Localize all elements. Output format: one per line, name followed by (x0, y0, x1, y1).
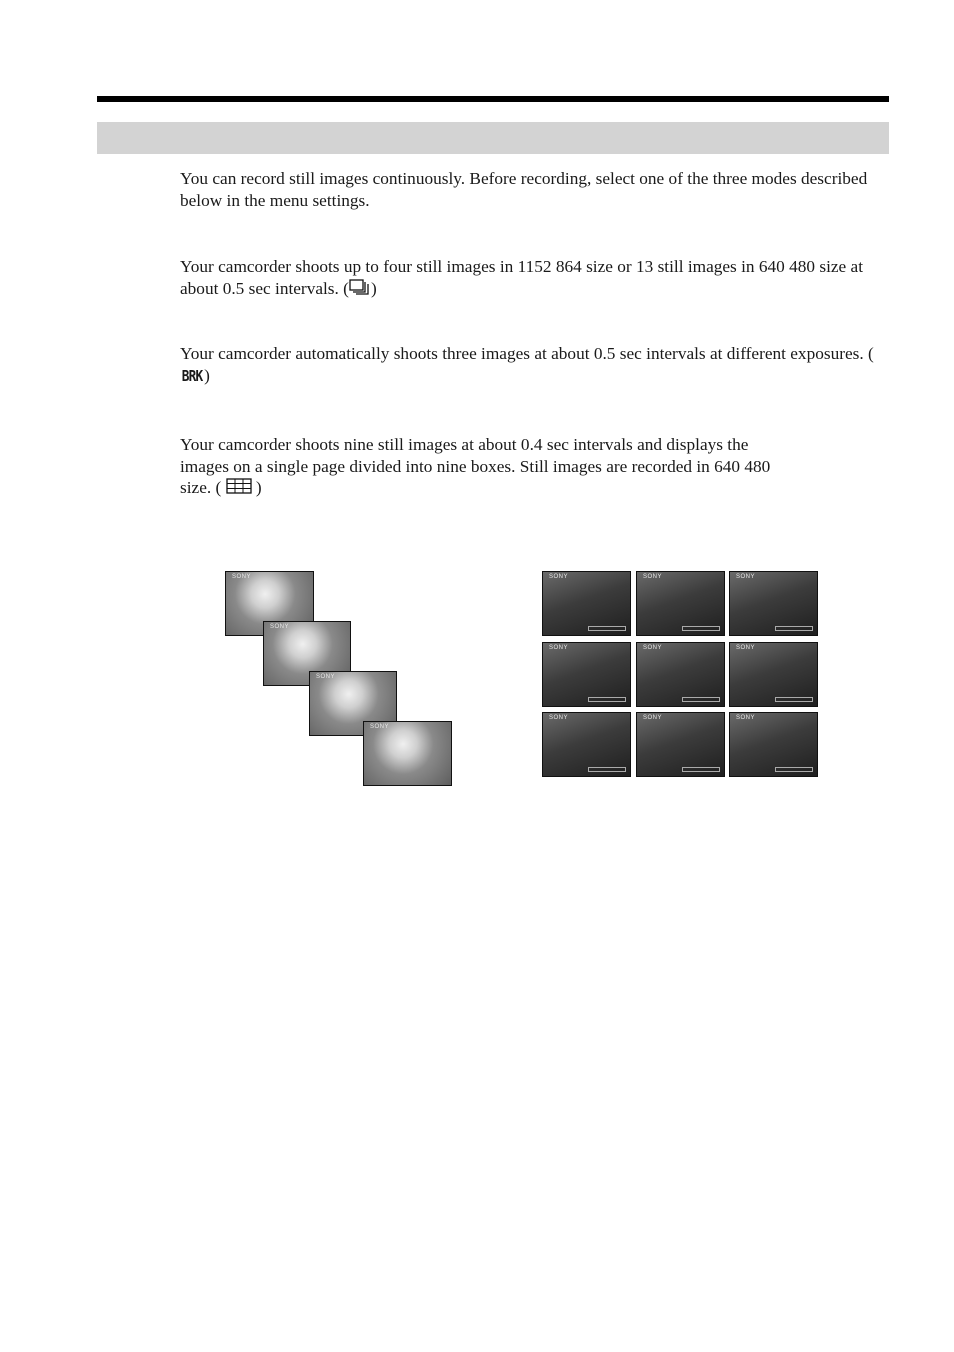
brk-icon: BRK (181, 366, 203, 385)
date-stamp (588, 697, 626, 702)
burst-photo-4 (363, 721, 452, 786)
brand-mark: SONY (643, 574, 663, 580)
multi-photo-7 (542, 712, 631, 777)
multi-screen-icon (226, 478, 252, 500)
date-stamp (682, 626, 720, 631)
brand-mark: SONY (270, 624, 290, 630)
brand-mark: SONY (643, 715, 663, 721)
brand-mark: SONY (736, 645, 756, 651)
date-stamp (588, 626, 626, 631)
multi-photo-9 (729, 712, 818, 777)
multi-photo-3 (729, 571, 818, 636)
brand-mark: SONY (643, 645, 663, 651)
brand-mark: SONY (549, 574, 569, 580)
brand-mark: SONY (316, 674, 336, 680)
burst-icon (349, 279, 371, 301)
multi-text-start: size. ( (180, 478, 222, 497)
date-stamp (775, 697, 813, 702)
multi-screen-paragraph (180, 434, 890, 500)
date-stamp (682, 767, 720, 772)
bracket-paragraph (180, 343, 890, 387)
brand-mark: SONY (232, 574, 252, 580)
brand-mark: SONY (736, 715, 756, 721)
multi-photo-2 (636, 571, 725, 636)
date-stamp (588, 767, 626, 772)
multi-text-end: ) (255, 478, 262, 497)
brand-mark: SONY (370, 724, 390, 730)
top-rule (97, 96, 889, 102)
multi-photo-1 (542, 571, 631, 636)
multi-photo-8 (636, 712, 725, 777)
brand-mark: SONY (549, 645, 569, 651)
multi-line-3 (180, 477, 890, 500)
multi-photo-6 (729, 642, 818, 707)
date-stamp (775, 626, 813, 631)
intro-paragraph: You can record still images continuously. Before recording, select one of the three modes described below in the menu settings. (180, 169, 868, 210)
date-stamp (775, 767, 813, 772)
bracket-text: Your camcorder automatically shoots three images at about 0.5 sec intervals at different exposures. ( (180, 344, 874, 363)
multi-line-2: images on a single page divided into nine boxes. Still images are recorded in 640 480 (180, 456, 771, 476)
section-header-band (97, 122, 889, 154)
date-stamp (682, 697, 720, 702)
multi-photo-4 (542, 642, 631, 707)
burst-paragraph (180, 256, 890, 300)
multi-line-1: Your camcorder shoots nine still images at about 0.4 sec intervals and displays the (180, 435, 749, 454)
burst-text: Your camcorder shoots up to four still images in 1152 864 size or 13 still images in 640 480 size at about 0.5 sec intervals. ( (180, 257, 864, 298)
burst-text-end: ) (370, 278, 377, 298)
multi-photo-5 (636, 642, 725, 707)
bracket-text-end: ) (204, 365, 210, 385)
brand-mark: SONY (549, 715, 569, 721)
brand-mark: SONY (736, 574, 756, 580)
